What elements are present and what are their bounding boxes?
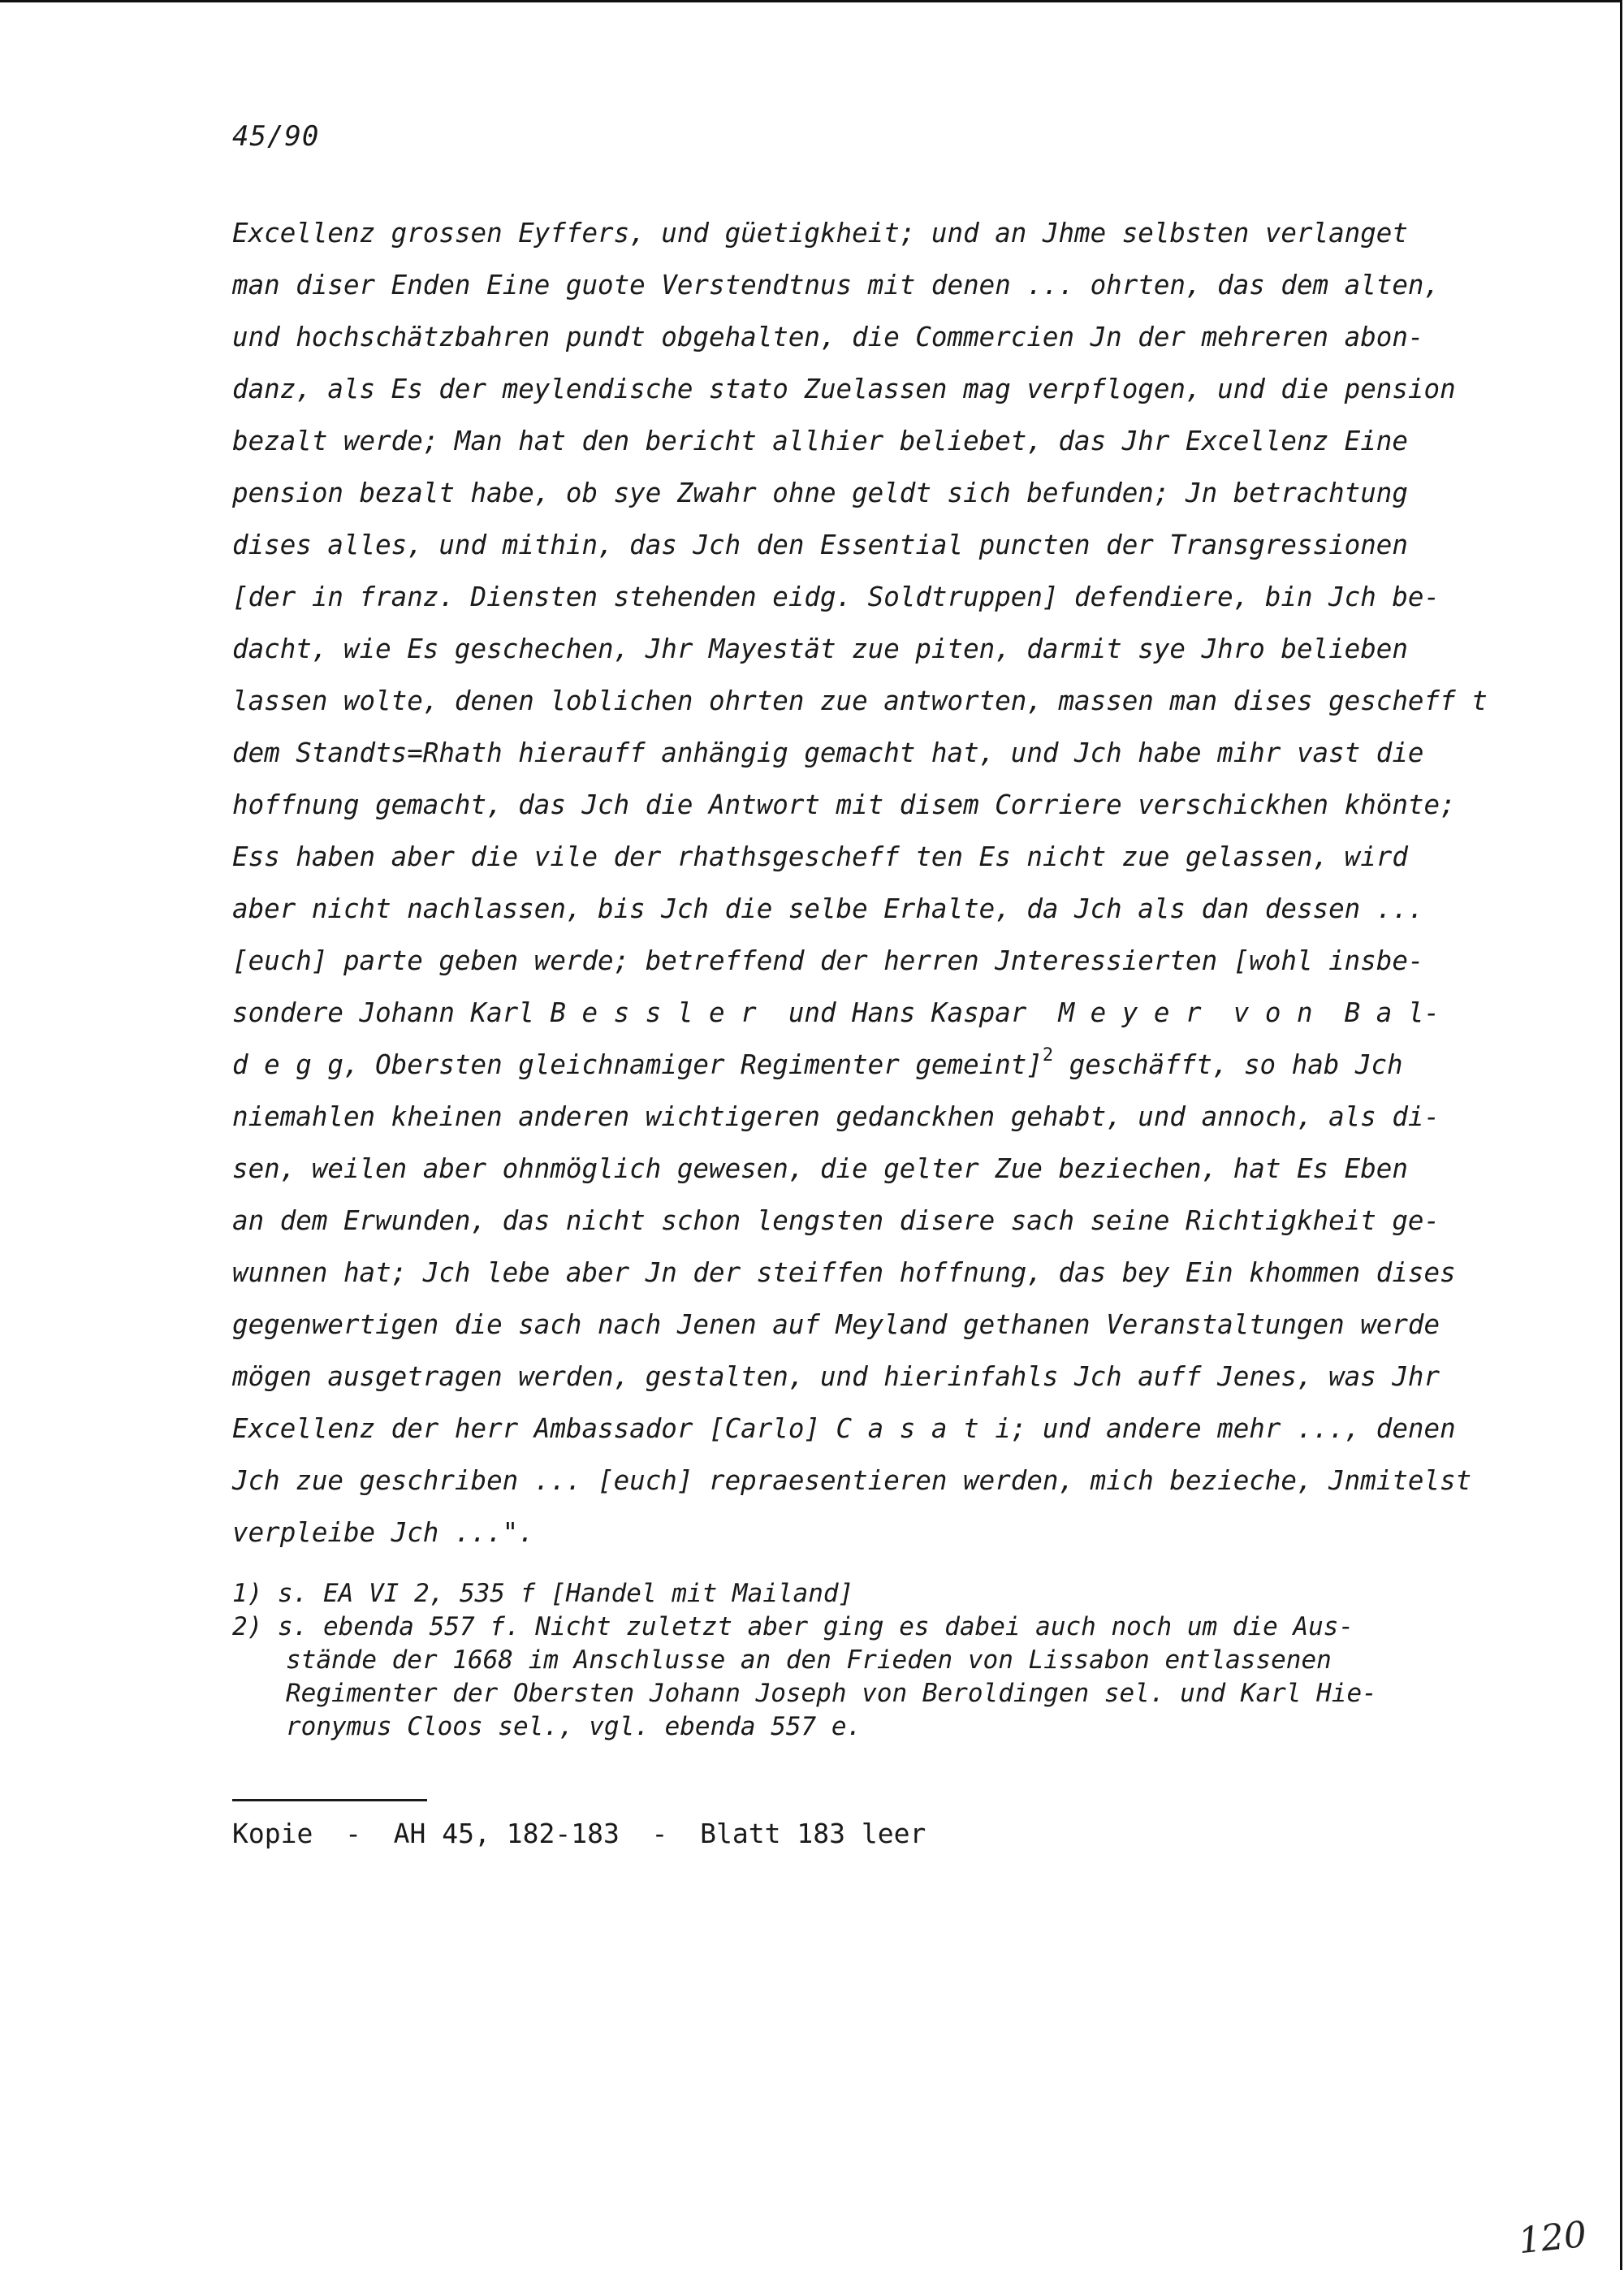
body-line: Excellenz grossen Eyffers, und güetigkheit; und an Jhme selbsten verlanget — [232, 218, 1408, 249]
body-line: hoffnung gemacht, das Jch die Antwort mit disem Corriere verschickhen khönte; — [232, 789, 1456, 820]
footnotes — [232, 1577, 1548, 1744]
body-line: dacht, wie Es geschechen, Jhr Mayestät zue piten, darmit sye Jhro belieben — [232, 633, 1408, 664]
body-line: bezalt werde; Man hat den bericht allhier beliebet, das Jhr Excellenz Eine — [232, 426, 1408, 456]
footnote-marker: 2) — [232, 1612, 263, 1641]
body-line: Ess haben aber die vile der rhathsgescheff ten Es nicht zue gelassen, wird — [232, 841, 1408, 872]
body-line: dises alles, und mithin, das Jch den Essential puncten der Transgressionen — [232, 530, 1408, 560]
footnote-2-continued: Regimenter der Obersten Johann Joseph von Beroldingen sel. und Karl Hie- — [286, 1679, 1377, 1708]
body-line: an dem Erwunden, das nicht schon lengsten disere sach seine Richtigkheit ge- — [232, 1205, 1440, 1236]
footnote-2 — [232, 1611, 1548, 1644]
source-line: Kopie - AH 45, 182-183 - Blatt 183 leer — [232, 1818, 926, 1849]
body-line: aber nicht nachlassen, bis Jch die selbe Erhalte, da Jch als dan dessen ... — [232, 893, 1424, 924]
body-line: [euch] parte geben werde; betreffend der herren Jnteressierten [wohl insbe- — [232, 945, 1424, 976]
body-line: mögen ausgetragen werden, gestalten, und hierinfahls Jch auff Jenes, was Jhr — [232, 1361, 1440, 1392]
body-line: verpleibe Jch ...". — [232, 1517, 534, 1548]
body-line-with-footnote-ref — [232, 1039, 1499, 1091]
body-line: gegenwertigen die sach nach Jenen auf Meyland gethanen Veranstaltungen werde — [232, 1309, 1440, 1340]
scan-edge-right — [1620, 0, 1622, 2270]
body-line: [der in franz. Diensten stehenden eidg. Soldtruppen] defendiere, bin Jch be- — [232, 582, 1440, 612]
footnote-2-continued: stände der 1668 im Anschlusse an den Frieden von Lissabon entlassenen — [286, 1645, 1332, 1675]
footnote-marker: 1) — [232, 1579, 263, 1608]
scan-edge-top — [0, 0, 1621, 2]
body-line: pension bezalt habe, ob sye Zwahr ohne geldt sich befunden; Jn betrachtung — [232, 478, 1408, 508]
handwritten-folio-number: 120 — [1516, 2213, 1589, 2263]
footnote-1 — [232, 1577, 1548, 1611]
footnote-text: s. EA VI 2, 535 f [Handel mit Mailand] — [278, 1579, 854, 1608]
body-line-text: d e g g, Obersten gleichnamiger Regimenter gemeint] — [232, 1049, 1043, 1080]
body-text — [232, 207, 1548, 1559]
footnote-text: s. ebenda 557 f. Nicht zuletzt aber ging es dabei auch noch um die Aus- — [278, 1612, 1354, 1641]
page-number: 45/90 — [232, 120, 320, 153]
body-line: Jch zue geschriben ... [euch] repraesentieren werden, mich bezieche, Jnmitelst — [232, 1465, 1472, 1496]
body-line: man diser Enden Eine guote Verstendtnus mit denen ... ohrten, das dem alten, — [232, 270, 1440, 301]
body-line: Excellenz der herr Ambassador [Carlo] C a s a t i; und andere mehr ..., denen — [232, 1413, 1456, 1444]
body-line: dem Standts=Rhath hierauff anhängig gemacht hat, und Jch habe mihr vast die — [232, 737, 1424, 768]
body-line: danz, als Es der meylendische stato Zuelassen mag verpflogen, und die pension — [232, 374, 1456, 404]
body-line-tail: geschäfft, so hab Jch — [1053, 1049, 1403, 1080]
footnote-2-continued: ronymus Cloos sel., vgl. ebenda 557 e. — [286, 1712, 862, 1741]
body-line: sen, weilen aber ohnmöglich gewesen, die gelter Zue beziechen, hat Es Eben — [232, 1153, 1408, 1184]
body-line: wunnen hat; Jch lebe aber Jn der steiffen hoffnung, das bey Ein khommen dises — [232, 1257, 1456, 1288]
body-line: lassen wolte, denen loblichen ohrten zue antworten, massen man dises gescheff t — [232, 685, 1488, 716]
body-line: niemahlen kheinen anderen wichtigeren gedanckhen gehabt, und annoch, als di- — [232, 1101, 1440, 1132]
footnote-ref-2: 2 — [1042, 1045, 1054, 1066]
body-line: sondere Johann Karl B e s s l e r und Hans Kaspar M e y e r v o n B a l- — [232, 997, 1440, 1028]
source-separator-rule — [232, 1799, 427, 1801]
body-line: und hochschätzbahren pundt obgehalten, die Commercien Jn der mehreren abon- — [232, 322, 1424, 352]
